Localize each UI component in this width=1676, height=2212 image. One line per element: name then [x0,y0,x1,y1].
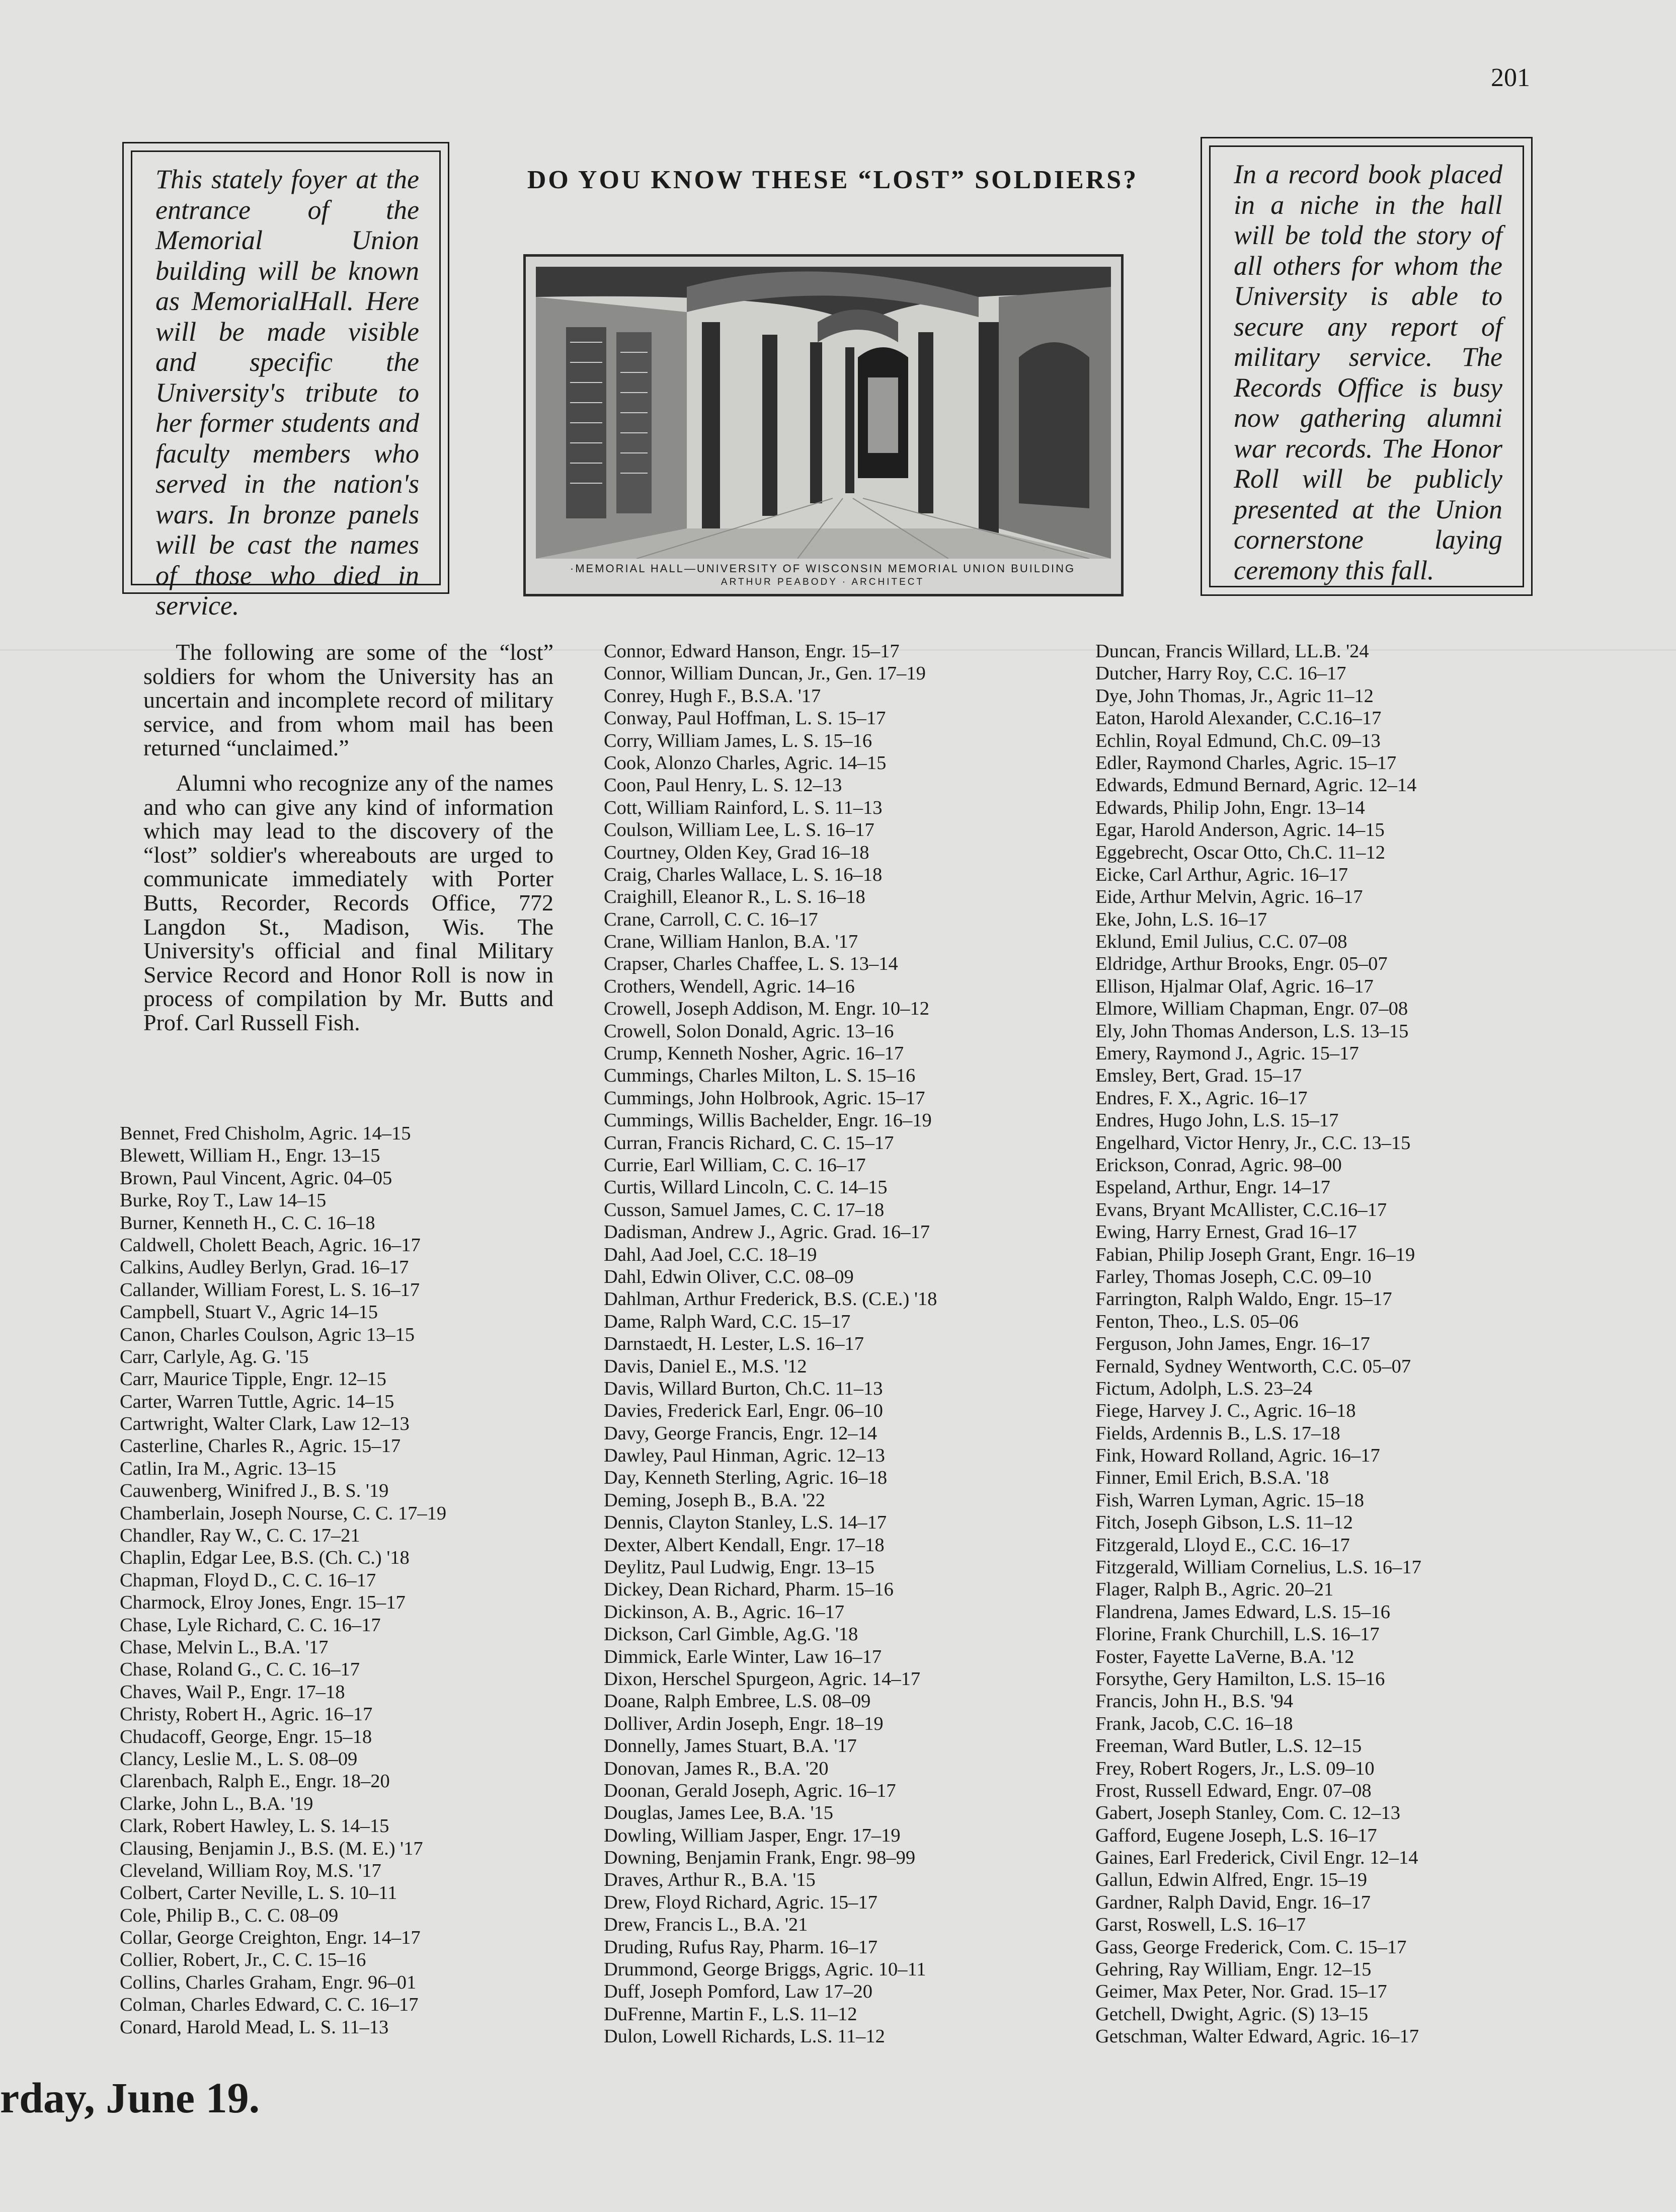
soldier-entry: Clarke, John L., B.A. '19 [120,1793,313,1814]
soldier-entry: Chamberlain, Joseph Nourse, C. C. 17–19 [120,1502,447,1524]
soldier-entry: Eicke, Carl Arthur, Agric. 16–17 [1095,864,1348,885]
soldier-entry: Chase, Lyle Richard, C. C. 16–17 [120,1614,381,1636]
soldier-entry: Crump, Kenneth Nosher, Agric. 16–17 [604,1043,904,1064]
soldier-entry: Dahlman, Arthur Frederick, B.S. (C.E.) '18 [604,1288,937,1310]
soldier-entry: Connor, William Duncan, Jr., Gen. 17–19 [604,663,926,684]
soldier-entry: Frost, Russell Edward, Engr. 07–08 [1095,1780,1372,1801]
soldier-entry: Christy, Robert H., Agric. 16–17 [120,1704,373,1725]
intro-paragraph: The following are some of the “lost” soldiers for whom the University has an uncertain and incomplete record of military service, and from whom mail has been returned “unclaimed.” [143,639,553,761]
soldier-entry: Deming, Joseph B., B.A. '22 [604,1489,826,1511]
soldier-entry: Doane, Ralph Embree, L.S. 08–09 [604,1691,871,1712]
soldier-entry: Craig, Charles Wallace, L. S. 16–18 [604,864,883,885]
soldier-entry: Cummings, Willis Bachelder, Engr. 16–19 [604,1110,932,1131]
soldier-entry: Cauwenberg, Winifred J., B. S. '19 [120,1480,389,1502]
soldier-entry: Gehring, Ray William, Engr. 12–15 [1095,1959,1372,1980]
soldier-entry: Craighill, Eleanor R., L. S. 16–18 [604,886,865,908]
soldier-entry: Courtney, Olden Key, Grad 16–18 [604,842,869,863]
soldier-entry: Colbert, Carter Neville, L. S. 10–11 [120,1882,397,1904]
soldier-entry: Gaines, Earl Frederick, Civil Engr. 12–14 [1095,1847,1418,1869]
illustration-caption: ·MEMORIAL HALL—UNIVERSITY OF WISCONSIN MEMORIAL UNION BUILDING [570,562,1076,575]
soldier-entry: Farrington, Ralph Waldo, Engr. 15–17 [1095,1288,1392,1310]
soldier-entry: Doonan, Gerald Joseph, Agric. 16–17 [604,1780,896,1801]
soldier-entry: Eke, John, L.S. 16–17 [1095,908,1267,930]
soldier-entry: Finner, Emil Erich, B.S.A. '18 [1095,1467,1329,1489]
soldier-entry: Eaton, Harold Alexander, C.C.16–17 [1095,708,1382,729]
soldier-entry: Connor, Edward Hanson, Engr. 15–17 [604,641,900,662]
soldier-entry: Darnstaedt, H. Lester, L.S. 16–17 [604,1333,864,1355]
soldier-entry: Chaves, Wail P., Engr. 17–18 [120,1681,345,1703]
soldier-entry: Druding, Rufus Ray, Pharm. 16–17 [604,1936,877,1958]
soldier-entry: Ellison, Hjalmar Olaf, Agric. 16–17 [1095,975,1374,997]
soldier-entry: Clancy, Leslie M., L. S. 08–09 [120,1748,358,1770]
soldier-entry: Blewett, William H., Engr. 13–15 [120,1145,380,1167]
soldier-entry: Davis, Willard Burton, Ch.C. 11–13 [604,1378,883,1399]
soldier-entry: Edwards, Edmund Bernard, Agric. 12–14 [1095,775,1417,796]
soldier-entry: Carter, Warren Tuttle, Agric. 14–15 [120,1391,394,1412]
soldier-entry: Dickinson, A. B., Agric. 16–17 [604,1601,845,1623]
soldier-entry: Duff, Joseph Pomford, Law 17–20 [604,1981,872,2003]
names-column-2 [604,640,937,2048]
soldier-entry: Echlin, Royal Edmund, Ch.C. 09–13 [1095,730,1381,751]
soldier-entry: Espeland, Arthur, Engr. 14–17 [1095,1177,1330,1198]
soldier-entry: Cusson, Samuel James, C. C. 17–18 [604,1199,885,1221]
soldier-entry: Cott, William Rainford, L. S. 11–13 [604,797,883,818]
soldier-entry: Brown, Paul Vincent, Agric. 04–05 [120,1167,392,1189]
soldier-entry: Collar, George Creighton, Engr. 14–17 [120,1927,421,1949]
memorial-hall-illustration [523,254,1124,596]
soldier-entry: Fish, Warren Lyman, Agric. 15–18 [1095,1489,1365,1511]
soldier-entry: Florine, Frank Churchill, L.S. 16–17 [1095,1624,1380,1645]
soldier-entry: Donnelly, James Stuart, B.A. '17 [604,1735,857,1757]
names-column-1 [120,1122,446,2038]
soldier-entry: Douglas, James Lee, B.A. '15 [604,1802,834,1824]
soldier-entry: Cummings, John Holbrook, Agric. 15–17 [604,1087,925,1109]
soldier-entry: Chase, Roland G., C. C. 16–17 [120,1659,360,1681]
soldier-entry: Davis, Daniel E., M.S. '12 [604,1355,807,1377]
soldier-entry: Cook, Alonzo Charles, Agric. 14–15 [604,752,887,774]
soldier-entry: Davies, Frederick Earl, Engr. 06–10 [604,1400,883,1422]
soldier-entry: Drew, Francis L., B.A. '21 [604,1914,808,1936]
soldier-entry: Carr, Carlyle, Ag. G. '15 [120,1346,309,1367]
soldier-entry: Eide, Arthur Melvin, Agric. 16–17 [1095,886,1363,908]
soldier-entry: Fabian, Philip Joseph Grant, Engr. 16–19 [1095,1244,1415,1265]
soldier-entry: Dowling, William Jasper, Engr. 17–19 [604,1824,901,1846]
soldier-entry: Engelhard, Victor Henry, Jr., C.C. 13–15 [1095,1132,1411,1154]
soldier-entry: Burke, Roy T., Law 14–15 [120,1190,327,1211]
soldier-entry: Fiege, Harvey J. C., Agric. 16–18 [1095,1400,1356,1422]
soldier-entry: Eklund, Emil Julius, C.C. 07–08 [1095,931,1347,953]
soldier-entry: Dimmick, Earle Winter, Law 16–17 [604,1646,882,1667]
soldier-entry: Dye, John Thomas, Jr., Agric 11–12 [1095,685,1374,707]
soldier-entry: Foster, Fayette LaVerne, B.A. '12 [1095,1646,1354,1667]
soldier-entry: Collins, Charles Graham, Engr. 96–01 [120,1971,417,1993]
soldier-entry: Charmock, Elroy Jones, Engr. 15–17 [120,1592,406,1614]
soldier-entry: Frank, Jacob, C.C. 16–18 [1095,1713,1293,1734]
soldier-entry: Dahl, Aad Joel, C.C. 18–19 [604,1244,817,1265]
soldier-entry: Dulon, Lowell Richards, L.S. 11–12 [604,2026,885,2047]
right-caption-text: In a record book placed in a niche in the hall will be told the story of all others for whom the University is able to secure any report of military service. The Records Office is busy now gathering alumni war records. The Honor Roll will be publicly presented at the Union cornerstone laying ceremony this fall. [1209,145,1524,587]
soldier-entry: Casterline, Charles R., Agric. 15–17 [120,1435,401,1457]
soldier-entry: Geimer, Max Peter, Nor. Grad. 15–17 [1095,1981,1387,2003]
soldier-entry: Getchell, Dwight, Agric. (S) 13–15 [1095,2003,1369,2025]
soldier-entry: Fernald, Sydney Wentworth, C.C. 05–07 [1095,1355,1411,1377]
soldier-entry: Frey, Robert Rogers, Jr., L.S. 09–10 [1095,1758,1375,1779]
soldier-entry: Chase, Melvin L., B.A. '17 [120,1636,329,1658]
soldier-entry: Dolliver, Ardin Joseph, Engr. 18–19 [604,1713,884,1734]
soldier-entry: Caldwell, Cholett Beach, Agric. 16–17 [120,1234,421,1256]
soldier-entry: Dexter, Albert Kendall, Engr. 17–18 [604,1534,885,1556]
soldier-entry: Crothers, Wendell, Agric. 14–16 [604,975,855,997]
soldier-entry: Gallun, Edwin Alfred, Engr. 15–19 [1095,1869,1367,1891]
soldier-entry: Emery, Raymond J., Agric. 15–17 [1095,1043,1359,1064]
soldier-entry: Gardner, Ralph David, Engr. 16–17 [1095,1891,1371,1913]
soldier-entry: Egar, Harold Anderson, Agric. 14–15 [1095,819,1385,841]
right-caption-box [1201,137,1533,596]
soldier-entry: Catlin, Ira M., Agric. 13–15 [120,1458,336,1479]
soldier-entry: Forsythe, Gery Hamilton, L.S. 15–16 [1095,1668,1385,1690]
soldier-entry: Colman, Charles Edward, C. C. 16–17 [120,1994,419,2016]
soldier-entry: Chudacoff, George, Engr. 15–18 [120,1726,372,1747]
soldier-entry: Edler, Raymond Charles, Agric. 15–17 [1095,752,1397,774]
soldier-entry: Emsley, Bert, Grad. 15–17 [1095,1065,1302,1087]
memorial-hall-engraving-image [536,267,1111,559]
soldier-entry: Endres, Hugo John, L.S. 15–17 [1095,1110,1339,1131]
soldier-entry: Carr, Maurice Tipple, Engr. 12–15 [120,1368,386,1390]
soldier-entry: Eldridge, Arthur Brooks, Engr. 05–07 [1095,953,1388,975]
soldier-entry: Gabert, Joseph Stanley, Com. C. 12–13 [1095,1802,1400,1824]
soldier-entry: Dennis, Clayton Stanley, L.S. 14–17 [604,1512,887,1534]
soldier-entry: Eggebrecht, Oscar Otto, Ch.C. 11–12 [1095,842,1385,863]
soldier-entry: Calkins, Audley Berlyn, Grad. 16–17 [120,1257,409,1278]
soldier-entry: Dame, Ralph Ward, C.C. 15–17 [604,1311,851,1332]
intro-paragraph: Alumni who recognize any of the names and who can give any kind of information which may lead to the discovery of the “lost” soldier's whereabouts are urged to communicate immediately with Porter Butts, Recorder, Records Office, 772 Langdon St., Madison, Wis. The University's official and final Military Service Record and Honor Roll is now in process of compilation by Mr. Butts and Prof. Carl Russell Fish. [143,770,553,1035]
names-column-3 [1095,640,1421,2048]
soldier-entry: Elmore, William Chapman, Engr. 07–08 [1095,998,1408,1020]
headline: DO YOU KNOW THESE “LOST” SOLDIERS? [527,166,1139,194]
soldier-entry: Fink, Howard Rolland, Agric. 16–17 [1095,1445,1380,1467]
soldier-entry: Davy, George Francis, Engr. 12–14 [604,1422,877,1444]
soldier-entry: Dawley, Paul Hinman, Agric. 12–13 [604,1445,885,1467]
soldier-entry: Fictum, Adolph, L.S. 23–24 [1095,1378,1313,1399]
soldier-entry: Cole, Philip B., C. C. 08–09 [120,1904,339,1926]
soldier-entry: Dickson, Carl Gimble, Ag.G. '18 [604,1624,858,1645]
soldier-entry: Drummond, George Briggs, Agric. 10–11 [604,1959,926,1980]
soldier-entry: Chandler, Ray W., C. C. 17–21 [120,1525,360,1547]
soldier-entry: Crane, Carroll, C. C. 16–17 [604,908,818,930]
soldier-entry: Gafford, Eugene Joseph, L.S. 16–17 [1095,1824,1377,1846]
soldier-entry: Bennet, Fred Chisholm, Agric. 14–15 [120,1123,411,1144]
soldier-entry: Day, Kenneth Sterling, Agric. 16–18 [604,1467,888,1489]
soldier-entry: Flandrena, James Edward, L.S. 15–16 [1095,1601,1390,1623]
soldier-entry: Fenton, Theo., L.S. 05–06 [1095,1311,1299,1332]
soldier-entry: Cummings, Charles Milton, L. S. 15–16 [604,1065,916,1087]
illustration-credit: ARTHUR PEABODY · ARCHITECT [721,577,925,587]
soldier-entry: Callander, William Forest, L. S. 16–17 [120,1279,420,1301]
intro-text [143,640,553,1035]
soldier-entry: Collier, Robert, Jr., C. C. 15–16 [120,1949,366,1971]
soldier-entry: Campbell, Stuart V., Agric 14–15 [120,1302,378,1323]
soldier-entry: Chapman, Floyd D., C. C. 16–17 [120,1569,376,1591]
soldier-entry: Evans, Bryant McAllister, C.C.16–17 [1095,1199,1387,1221]
soldier-entry: Garst, Roswell, L.S. 16–17 [1095,1914,1306,1936]
soldier-entry: Fitch, Joseph Gibson, L.S. 11–12 [1095,1512,1353,1534]
soldier-entry: Coon, Paul Henry, L. S. 12–13 [604,775,842,796]
left-caption-box [122,142,449,621]
soldier-entry: Crowell, Joseph Addison, M. Engr. 10–12 [604,998,930,1020]
soldier-entry: Fitzgerald, Lloyd E., C.C. 16–17 [1095,1534,1350,1556]
soldier-entry: Corry, William James, L. S. 15–16 [604,730,872,751]
soldier-entry: Canon, Charles Coulson, Agric 13–15 [120,1324,415,1345]
soldier-entry: Dixon, Herschel Spurgeon, Agric. 14–17 [604,1668,921,1690]
soldier-entry: Dahl, Edwin Oliver, C.C. 08–09 [604,1266,854,1287]
soldier-entry: Deylitz, Paul Ludwig, Engr. 13–15 [604,1557,874,1578]
soldier-entry: Endres, F. X., Agric. 16–17 [1095,1087,1308,1109]
page-number: 201 [1491,63,1530,92]
soldier-entry: Clark, Robert Hawley, L. S. 14–15 [120,1815,389,1837]
soldier-entry: Getschman, Walter Edward, Agric. 16–17 [1095,2026,1419,2047]
soldier-entry: Gass, George Frederick, Com. C. 15–17 [1095,1936,1407,1958]
soldier-entry: Chaplin, Edgar Lee, B.S. (Ch. C.) '18 [120,1547,410,1569]
soldier-entry: Francis, John H., B.S. '94 [1095,1691,1294,1712]
soldier-entry: Freeman, Ward Butler, L.S. 12–15 [1095,1735,1362,1757]
soldier-entry: Burner, Kenneth H., C. C. 16–18 [120,1212,375,1234]
footer-date-fragment: rday, June 19. [0,2074,260,2122]
soldier-entry: Erickson, Conrad, Agric. 98–00 [1095,1154,1342,1176]
soldier-entry: Fields, Ardennis B., L.S. 17–18 [1095,1422,1340,1444]
soldier-entry: Edwards, Philip John, Engr. 13–14 [1095,797,1365,818]
soldier-entry: Coulson, William Lee, L. S. 16–17 [604,819,874,841]
soldier-entry: Crowell, Solon Donald, Agric. 13–16 [604,1020,894,1042]
soldier-entry: Conrey, Hugh F., B.S.A. '17 [604,685,821,707]
left-caption-text: This stately foyer at the entrance of the Memorial Union building will be known as MemorialHall. Here will be made visible and specific the University's tribute to her former students and faculty members who served in the nation's wars. In bronze panels will be cast the names of those who died in service. [131,150,441,585]
soldier-entry: Downing, Benjamin Frank, Engr. 98–99 [604,1847,916,1869]
soldier-entry: Ewing, Harry Ernest, Grad 16–17 [1095,1222,1357,1243]
soldier-entry: DuFrenne, Martin F., L.S. 11–12 [604,2003,857,2025]
soldier-entry: Draves, Arthur R., B.A. '15 [604,1869,816,1891]
soldier-entry: Donovan, James R., B.A. '20 [604,1758,829,1779]
soldier-entry: Ferguson, John James, Engr. 16–17 [1095,1333,1370,1355]
soldier-entry: Ely, John Thomas Anderson, L.S. 13–15 [1095,1020,1409,1042]
soldier-entry: Drew, Floyd Richard, Agric. 15–17 [604,1891,877,1913]
soldier-entry: Cartwright, Walter Clark, Law 12–13 [120,1413,410,1435]
soldier-entry: Currie, Earl William, C. C. 16–17 [604,1154,866,1176]
soldier-entry: Dutcher, Harry Roy, C.C. 16–17 [1095,663,1346,684]
soldier-entry: Dadisman, Andrew J., Agric. Grad. 16–17 [604,1222,930,1243]
soldier-entry: Curran, Francis Richard, C. C. 15–17 [604,1132,894,1154]
soldier-entry: Clausing, Benjamin J., B.S. (M. E.) '17 [120,1838,423,1859]
soldier-entry: Curtis, Willard Lincoln, C. C. 14–15 [604,1177,888,1198]
soldier-entry: Conway, Paul Hoffman, L. S. 15–17 [604,708,886,729]
soldier-entry: Crapser, Charles Chaffee, L. S. 13–14 [604,953,898,975]
soldier-entry: Conard, Harold Mead, L. S. 11–13 [120,2016,389,2038]
soldier-entry: Cleveland, William Roy, M.S. '17 [120,1860,381,1881]
soldier-entry: Fitzgerald, William Cornelius, L.S. 16–17 [1095,1557,1421,1578]
soldier-entry: Farley, Thomas Joseph, C.C. 09–10 [1095,1266,1372,1287]
soldier-entry: Dickey, Dean Richard, Pharm. 15–16 [604,1579,894,1600]
soldier-entry: Flager, Ralph B., Agric. 20–21 [1095,1579,1334,1600]
soldier-entry: Duncan, Francis Willard, LL.B. '24 [1095,641,1369,662]
soldier-entry: Crane, William Hanlon, B.A. '17 [604,931,858,953]
soldier-entry: Clarenbach, Ralph E., Engr. 18–20 [120,1771,390,1792]
